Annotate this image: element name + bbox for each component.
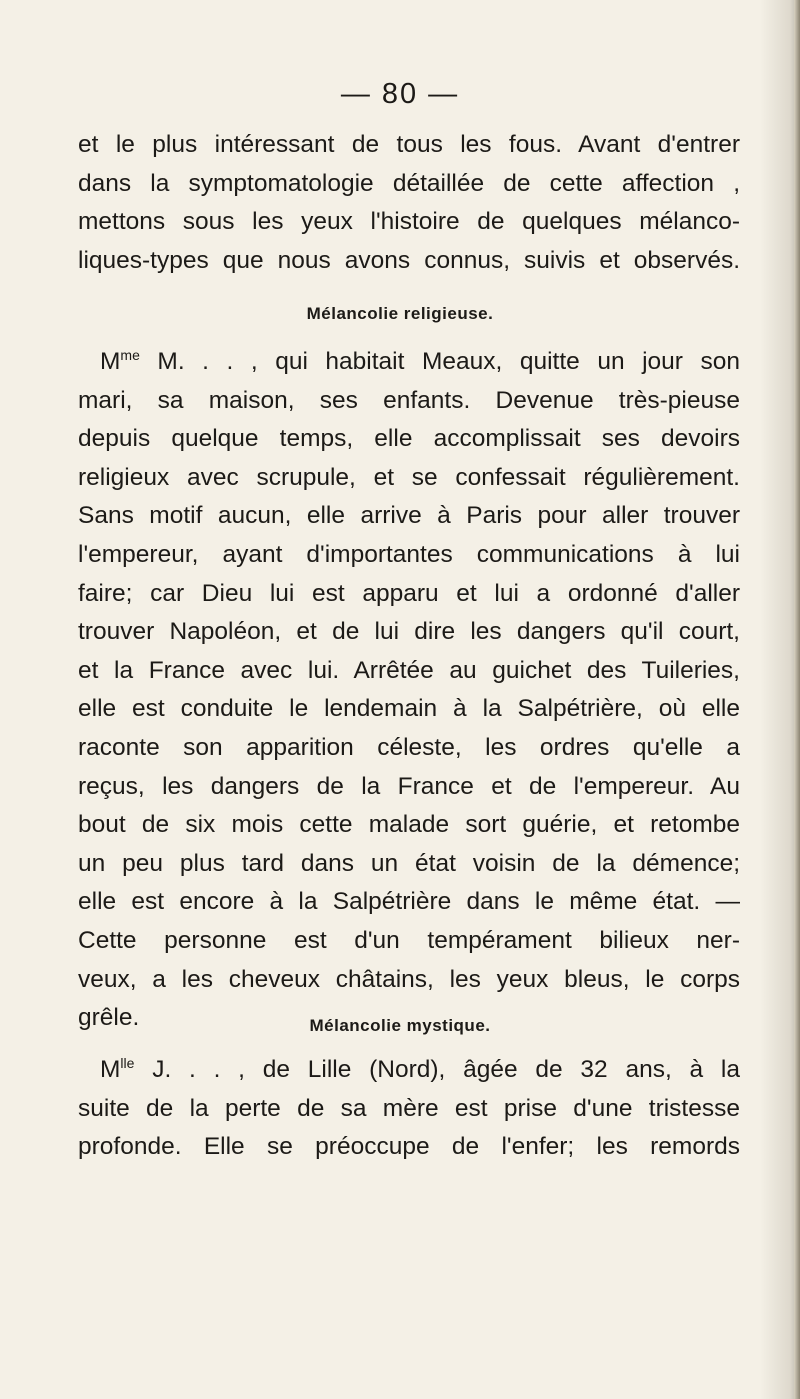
first-line-text: M. . . , qui habitait Meaux, quitte un jour son xyxy=(139,348,740,375)
text-line: elle est conduite le lendemain à la Salpétrière, où elle xyxy=(78,695,740,723)
title-abbrev: M xyxy=(100,1056,121,1083)
text-line: mettons sous les yeux l'histoire de quelques mélanco- xyxy=(78,208,740,236)
section-heading-mystic: Mélancolie mystique. xyxy=(309,1016,491,1035)
paragraph-intro xyxy=(78,126,740,280)
text-line: depuis quelque temps, elle accomplissait ses devoirs xyxy=(78,425,740,453)
text-line: grêle. xyxy=(78,1004,140,1032)
text-line: un peu plus tard dans un état voisin de la démence; xyxy=(78,849,740,877)
text-line: elle est encore à la Salpétrière dans le même état. — xyxy=(78,888,740,916)
text-line: trouver Napoléon, et de lui dire les dangers qu'il court, xyxy=(78,618,740,646)
text-line: Sans motif aucun, elle arrive à Paris pour aller trouver xyxy=(78,502,740,530)
text-line: raconte son apparition céleste, les ordres qu'elle a xyxy=(78,733,740,761)
text-line: veux, a les cheveux châtains, les yeux bleus, le corps xyxy=(78,965,740,993)
text-line: l'empereur, ayant d'importantes communications à lui xyxy=(78,540,740,568)
paragraph-case-religious xyxy=(78,336,740,1038)
page-edge-shadow xyxy=(794,0,800,1399)
text-line xyxy=(78,336,740,382)
text-line: faire; car Dieu lui est apparu et lui a ordonné d'aller xyxy=(78,579,740,607)
text-line xyxy=(78,1044,740,1090)
text-line: religieux avec scrupule, et se confessait régulièrement. xyxy=(78,463,740,491)
text-line: dans la symptomatologie détaillée de cette affection , xyxy=(78,169,740,197)
text-line: suite de la perte de sa mère est prise d'une tristesse xyxy=(78,1094,740,1122)
text-line: et le plus intéressant de tous les fous. Avant d'entrer xyxy=(78,131,740,158)
text-line: mari, sa maison, ses enfants. Devenue très-pieuse xyxy=(78,386,740,414)
section-heading-religious: Mélancolie religieuse. xyxy=(306,304,494,323)
text-line: bout de six mois cette malade sort guérie, et retombe xyxy=(78,811,740,839)
first-line-text: J. . . , de Lille (Nord), âgée de 32 ans, à la xyxy=(134,1056,740,1083)
page-number: — 80 — xyxy=(340,78,460,110)
title-abbrev: M xyxy=(100,348,121,375)
title-superscript: lle xyxy=(120,1055,135,1071)
title-superscript: me xyxy=(120,347,140,363)
text-line: reçus, les dangers de la France et de l'empereur. Au xyxy=(78,772,740,800)
text-line: profonde. Elle se préoccupe de l'enfer; les remords xyxy=(78,1133,740,1161)
text-line: Cette personne est d'un tempérament bilieux ner- xyxy=(78,926,740,954)
paragraph-case-mystic xyxy=(78,1044,740,1167)
text-line: et la France avec lui. Arrêtée au guichet des Tuileries, xyxy=(78,656,740,684)
text-line: liques-types que nous avons connus, suivis et observés. xyxy=(78,246,740,274)
